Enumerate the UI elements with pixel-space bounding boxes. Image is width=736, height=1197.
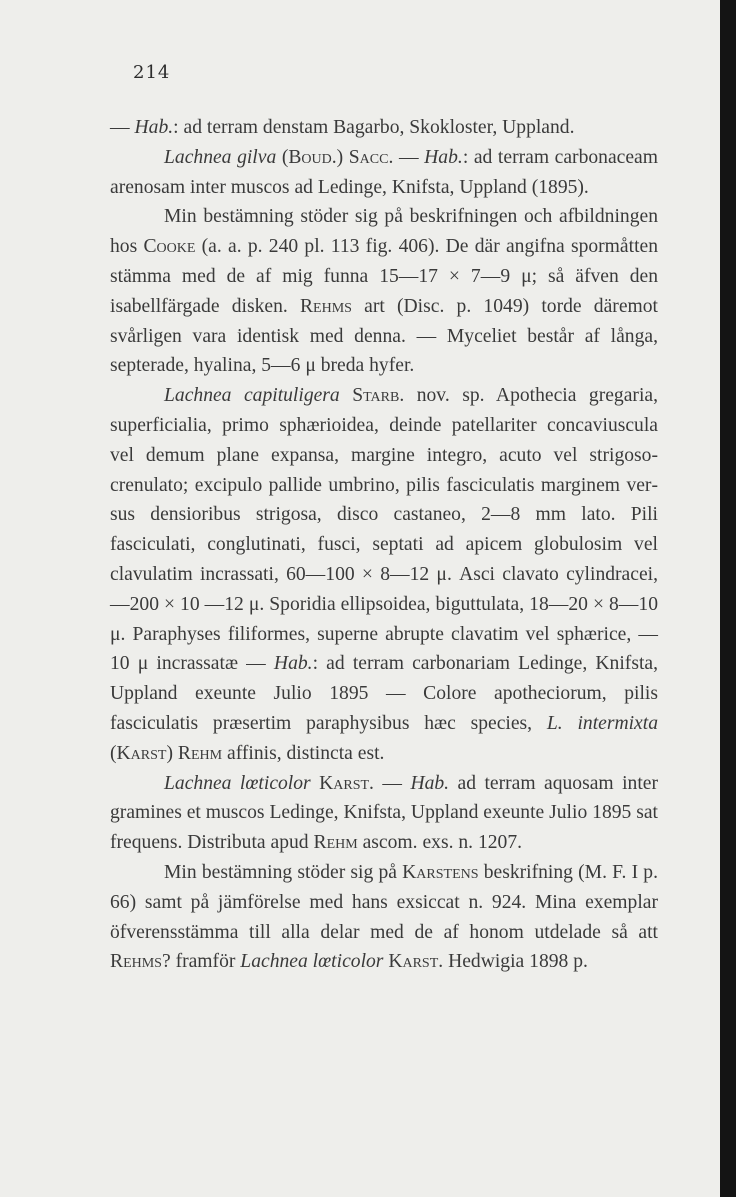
species-name: Lachnea lœticolor <box>240 951 384 973</box>
text-run: ) <box>166 742 178 764</box>
page-number: 214 <box>133 62 171 83</box>
text-run: ad terram aquosam inter gramines et muscos Ledinge, Knifsta, Uppland exeunte Julio 1895 sat frequens. Distributa apud <box>110 772 659 854</box>
paragraph <box>110 202 658 381</box>
author-name: Rehm <box>177 742 223 764</box>
species-name: Lachnea gilva <box>164 146 277 168</box>
paragraph <box>110 143 658 203</box>
text-run: — <box>373 772 411 794</box>
text-run: beskrifning (M. F. I p. 66) samt på jämförelse med hans exsiccat n. 924. Mina exemplar öfverensstämma till alla delar med de af honom utdelade så att <box>110 861 658 943</box>
text-run: nov. sp. Apothecia gregaria, superficialia, primo sphærioidea, deinde patellariter concaviuscula vel demum plane expansa, margine integro, acuto vel strigoso-crenulato; excipulo pallide umbrino, pilis fasciculatis marginem versus densioribus strigosa, disco castaneo, 2—8 mm lato. Pili fasciculati, conglutinati, fusci, septati ad apicem globulosim vel clavulatim incrassati, 60—100 × 8—12 μ. Asci clavato cylindracei, —200 × 10 —12 μ. Sporidia ellipsoidea, biguttulata, 18—20 × 8—10 μ. Paraphyses filiformes, superne abrupte clavatim vel sphærice, —10 μ incrassatæ — <box>110 385 658 675</box>
author-name: Cooke <box>143 236 196 258</box>
author-name: Rehms <box>110 951 162 973</box>
author-name: Karst. <box>310 772 374 794</box>
italic-run: Hab. <box>134 117 174 138</box>
species-name: Lachnea lœticolor <box>164 772 311 794</box>
text-run: : ad terram carbonaceam arenosam inter muscos ad Ledinge, Knifsta, Uppland (1895). <box>110 146 658 198</box>
text-run: (a. a. p. 240 pl. 113 fig. 406). De där angifna spormåtten stämma med de af mig funna 15—17 × 7—9 μ; så äfven den isabellfärgade disken. <box>110 236 659 317</box>
text-run: ? framför <box>161 951 241 973</box>
italic-run: Hab. <box>424 146 463 168</box>
author-name: Rehms <box>299 295 352 317</box>
page-text <box>110 113 658 977</box>
text-run: ascom. exs. n. 1207. <box>357 832 523 854</box>
text-run: Min bestämning stöder sig på beskrifningen och afbildningen hos <box>110 206 658 258</box>
author-name: Karst. <box>383 951 444 973</box>
text-run: Hedwigia 1898 p. <box>443 951 588 973</box>
species-name: L. intermixta <box>546 712 658 734</box>
paragraph <box>110 769 658 858</box>
author-name: Starb. <box>339 385 405 407</box>
text-run: : ad terram denstam Bagarbo, Skokloster, Uppland. <box>173 117 575 138</box>
text-run: art (Disc. p. 1049) torde däremot svårligen vara identisk med denna. — Myceliet består af långa, septerade, hyalina, 5—6 μ breda hyfer. <box>110 295 658 377</box>
author-name: Karst <box>116 742 167 764</box>
text-run: ( <box>110 742 117 764</box>
italic-run: Hab. <box>273 653 313 675</box>
author-name: Rehm <box>313 832 358 854</box>
paragraph <box>110 381 658 768</box>
italic-run: Hab. <box>410 772 450 794</box>
text-run: — <box>393 146 425 168</box>
author-name: Karstens <box>402 861 479 883</box>
paragraph <box>110 113 658 143</box>
text-run: : ad terram carbonariam Ledinge, Knifsta, Uppland exeunte Julio 1895 — Colore apotheciorum, pilis fasciculatis præsertim paraphysibus hæc species, <box>110 653 658 734</box>
text-run: Min bestämning stöder sig på <box>164 861 403 883</box>
author-name: (Boud.) Sacc. <box>276 146 394 168</box>
paragraph <box>110 858 658 977</box>
text-run: affinis, distincta est. <box>222 742 385 764</box>
species-name: Lachnea capituligera <box>164 385 340 407</box>
scan-edge <box>720 0 736 1197</box>
text-run: — <box>110 117 135 138</box>
